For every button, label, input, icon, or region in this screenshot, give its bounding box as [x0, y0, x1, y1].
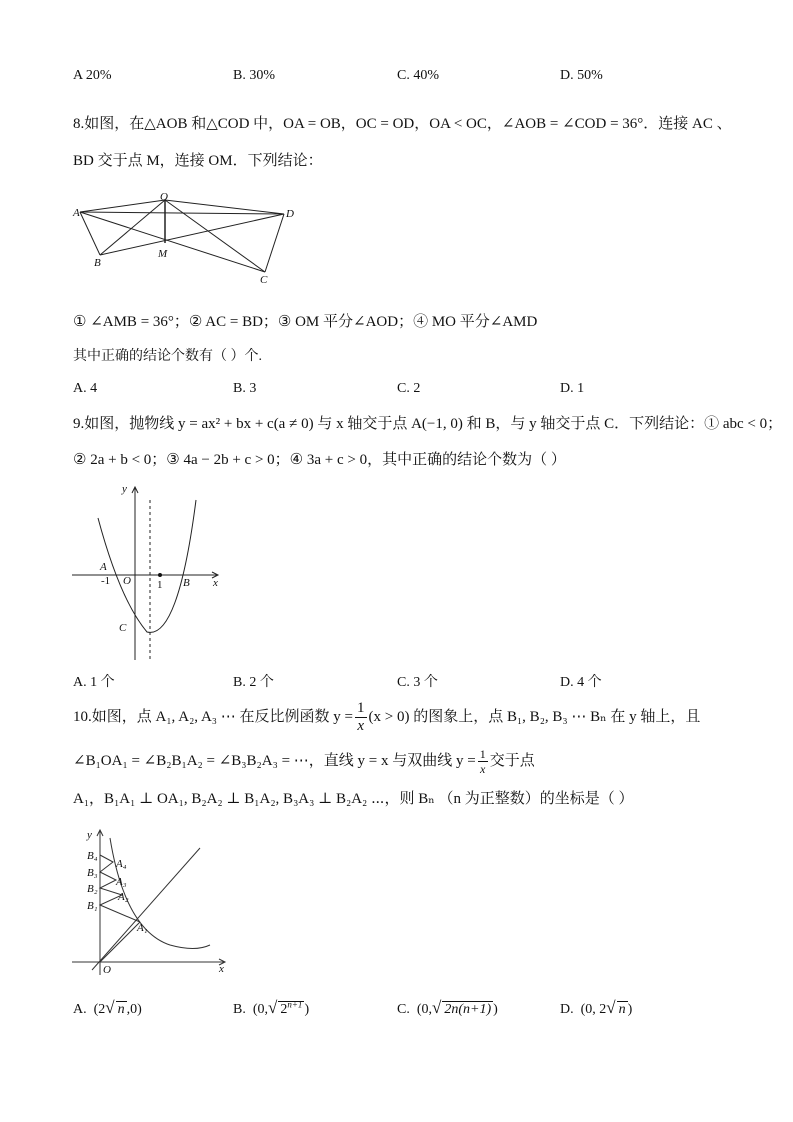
q9-label-y: y — [122, 483, 127, 495]
q9-label-x: x — [213, 577, 218, 589]
q10-stem-line2 — [73, 742, 535, 780]
radicand-base: 2 — [280, 1002, 288, 1017]
q9-option-a: A. 1 个 — [73, 675, 115, 690]
option-letter: C. — [397, 1002, 410, 1017]
radicand-exponent: n+1 — [287, 999, 303, 1010]
q10-stem-line1 — [73, 698, 700, 736]
q10-label-b4: B₄ — [87, 850, 98, 862]
q9-label-neg1: -1 — [101, 575, 111, 587]
option-letter: D. — [560, 1002, 574, 1017]
q8-stem-line2: BD 交于点 M，连接 OM．下列结论： — [73, 153, 323, 169]
q10-stem-line3: A₁，B₁A₁ ⊥ OA₁, B₂A₂ ⊥ B₁A₂, B₃A₃ ⊥ B₂A₂ ⋯，则 Bₙ （n 为正整数）的坐标是（ ） — [73, 791, 634, 807]
q10-label-y: y — [87, 829, 92, 841]
q8-label-c: C — [260, 274, 268, 286]
fraction-numerator: 1 — [357, 700, 365, 717]
option-post: ,0) — [126, 1002, 142, 1017]
q7-option-d: D. 50% — [560, 68, 603, 83]
q8-conclusions: ① ∠AMB = 36°；② AC = BD；③ OM 平分∠AOD；④ MO 平分∠AMD — [73, 314, 538, 330]
q9-option-c: C. 3 个 — [397, 675, 438, 690]
option-radicand: 2n(n+1) — [444, 1002, 492, 1017]
q10-label-a2: A₂ — [118, 891, 129, 903]
q8-label-o: O — [160, 191, 168, 203]
q10-label-a4: A₄ — [116, 858, 127, 870]
q9-label-a: A — [100, 561, 107, 573]
option-post: ) — [627, 1002, 633, 1017]
option-pre: (2 — [93, 1002, 106, 1017]
q10-option-c: C. (0,√ 2n(n+1) ) — [397, 998, 498, 1017]
q10-option-b: B. (0,√ $2^{n+1}$ ) — [233, 998, 310, 1017]
q10-fraction-1 — [355, 700, 367, 735]
q10-line2-a: ∠B₁OA₁ = ∠B₂B₁A₂ = ∠B₃B₂A₃ = ⋯，直线 y = x 与双曲线 y = — [73, 753, 476, 769]
q9-label-1: 1 — [157, 579, 163, 591]
q7-option-b: B. 30% — [233, 68, 275, 83]
q10-line1-b: (x > 0) 的图象上，点 B₁, B₂, B₃ ⋯ Bₙ 在 y 轴上，且 — [368, 709, 701, 725]
q8-question: 其中正确的结论个数有（ ）个. — [73, 349, 262, 364]
q10-label-b1: B₁ — [87, 900, 98, 912]
option-post: ) — [493, 1002, 498, 1017]
q8-label-d: D — [286, 208, 294, 220]
q10-label-a1: A₁ — [137, 922, 148, 934]
q9-stem-line1: 9.如图，抛物线 y = ax² + bx + c(a ≠ 0) 与 x 轴交于点 A(−1, 0) 和 B，与 y 轴交于点 C．下列结论：① abc < 0； — [73, 416, 783, 432]
fraction-denominator: x — [357, 718, 365, 735]
option-letter: A. — [73, 1002, 87, 1017]
q10-line2-b: 交于点 — [489, 753, 535, 769]
q8-option-d: D. 1 — [560, 381, 585, 396]
q10-fraction-2 — [478, 747, 488, 776]
option-pre: (0, 2 — [580, 1002, 607, 1017]
q8-option-c: C. 2 — [397, 381, 421, 396]
q7-option-c: C. 40% — [397, 68, 439, 83]
option-pre: (0, — [416, 1002, 433, 1017]
q8-stem-line1: 8.如图，在△AOB 和△COD 中，OA = OB，OC = OD，OA < OC，∠AOB = ∠COD = 36°．连接 AC 、 — [73, 116, 732, 132]
q10-option-d: D. (0, 2√ n ) — [560, 998, 633, 1017]
q9-label-b: B — [183, 577, 190, 589]
q10-label-a3: A₃ — [116, 876, 127, 888]
q9-label-o: O — [123, 575, 131, 587]
q10-line1-a: 10.如图，点 A₁, A₂, A₃ ⋯ 在反比例函数 y = — [73, 709, 353, 725]
option-post: ) — [304, 1002, 310, 1017]
q9-option-d: D. 4 个 — [560, 675, 602, 690]
q9-option-b: B. 2 个 — [233, 675, 274, 690]
q10-label-o: O — [103, 964, 111, 976]
option-radicand — [278, 1001, 304, 1017]
q9-parabola — [98, 500, 196, 632]
q7-option-a: A 20% — [73, 68, 112, 83]
q8-label-m: M — [158, 248, 168, 260]
q10-option-a: A. (2√ n ,0) — [73, 998, 142, 1017]
fraction-numerator: 1 — [479, 747, 486, 762]
q10-label-b2: B₂ — [87, 883, 98, 895]
q8-label-b: B — [94, 257, 101, 269]
fraction-denominator: x — [480, 762, 486, 777]
q8-option-a: A. 4 — [73, 381, 98, 396]
option-radicand: n — [618, 1002, 626, 1017]
q9-label-c: C — [119, 622, 127, 634]
option-letter: B. — [233, 1002, 246, 1017]
q10-label-x: x — [219, 963, 224, 975]
option-pre: (0, — [252, 1002, 269, 1017]
q8-label-a: A — [73, 207, 80, 219]
q9-stem-line2: ② 2a + b < 0；③ 4a − 2b + c > 0；④ 3a + c > 0，其中正确的结论个数为（ ） — [73, 452, 566, 468]
option-radicand: n — [117, 1002, 125, 1017]
q8-option-b: B. 3 — [233, 381, 257, 396]
q10-label-b3: B₃ — [87, 867, 98, 879]
